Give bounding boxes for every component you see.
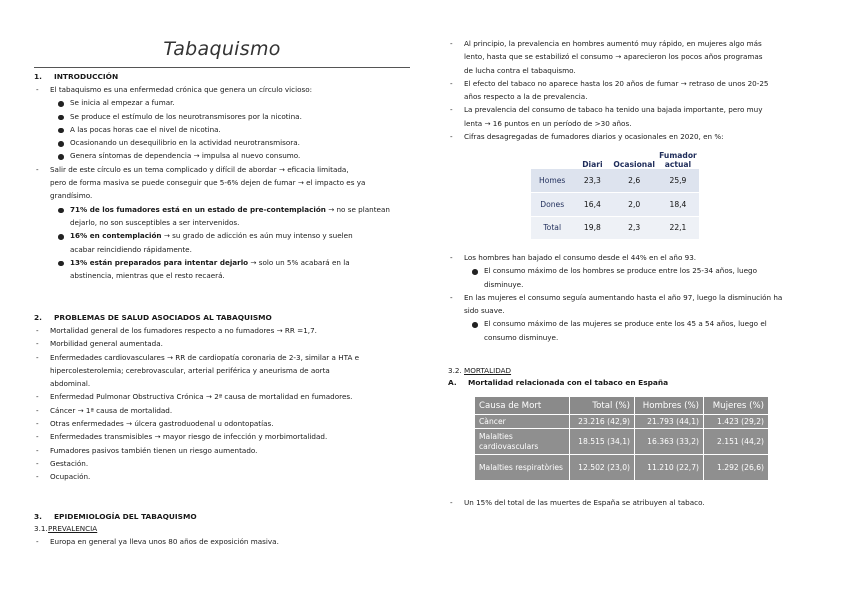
section-epidemiologia [34, 511, 410, 548]
circle-step: Se inicia al empezar a fumar. [34, 96, 410, 109]
list-item: - Enfermedad Pulmonar Obstructiva Crónica → 2ª causa de mortalidad en fumadores. [34, 390, 410, 403]
table-row [531, 193, 699, 217]
intro-list [34, 83, 410, 282]
stage-text: → su grado de adicción es aún muy intenso y suelen [161, 231, 353, 241]
list-item: - En las mujeres el consumo seguía aumentando hasta el año 97, luego la disminución ha [448, 291, 820, 304]
table-cell: 18,4 [657, 193, 699, 217]
table-header-row [475, 397, 768, 414]
table-header-cell: Hombres (%) [635, 397, 703, 414]
circle-step: Se produce el estímulo de los neurotransmisores por la nicotina. [34, 110, 410, 123]
text-line: - Salir de este círculo es un tema complicado y difícil de abordar → eficacia limitada, [50, 164, 349, 174]
stage-highlight: 13% están preparados para intentar dejarlo [70, 257, 249, 267]
list-item: - Los hombres han bajado el consumo desde el 44% en el año 93. [448, 251, 820, 264]
list-item: - Al principio, la prevalencia en hombres aumentó muy rápido, en mujeres algo más [448, 37, 820, 50]
table-header-cell: Fumador actual [659, 151, 697, 169]
table-header-cell: Total (%) [570, 397, 634, 414]
row-label: Malalties respiratòries [475, 455, 569, 480]
table-header-row [531, 151, 699, 169]
table-cell: 18.515 (34,1) [570, 429, 634, 454]
subsection-title: MORTALIDAD [464, 366, 512, 375]
list-item: - Fumadores pasivos también tienen un riesgo aumentado. [34, 444, 410, 457]
document-title: Tabaquismo [163, 38, 281, 60]
problemas-list [34, 324, 410, 484]
text-line: disminuye. [484, 279, 524, 289]
section-title: EPIDEMIOLOGÍA DEL TABAQUISMO [54, 512, 197, 521]
sub-item: El consumo máximo de las mujeres se produce ente los 45 a 54 años, luego el [448, 317, 820, 330]
section-problemas [34, 312, 410, 324]
list-item: - Europa en general ya lleva unos 80 años de exposición masiva. [34, 535, 410, 548]
stage-item [34, 229, 410, 242]
table-cell: 21.793 (44,1) [635, 415, 703, 428]
list-item: - El tabaquismo es una enfermedad crónica que genera un círculo vicioso: [34, 83, 410, 96]
text-line: de lucha contra el tabaquismo. [464, 65, 576, 75]
table-header-cell: Diari [582, 160, 603, 169]
section-title: PROBLEMAS DE SALUD ASOCIADOS AL TABAQUISMO [54, 313, 272, 322]
table-header-cell: Ocasional [613, 160, 655, 169]
subsection-title: PREVALENCIA [48, 524, 98, 533]
list-item: - Enfermedades cardiovasculares → RR de cardiopatía coronaria de 2-3, similar a HTA e [34, 351, 410, 364]
circle-step: A las pocas horas cae el nivel de nicotina. [34, 123, 410, 136]
list-item: - Enfermedades transmisibles → mayor riesgo de infección y morbimortalidad. [34, 430, 410, 443]
text-line: acabar reincidiendo rápidamente. [70, 244, 192, 254]
list-item: - La prevalencia del consumo de tabaco ha tenido una bajada importante, pero muy [448, 103, 820, 116]
table-cell: 25,9 [657, 169, 699, 193]
table-cell: 23.216 (42,9) [570, 415, 634, 428]
section-mortalidad [448, 365, 820, 389]
table-row [475, 429, 768, 454]
table-row [531, 216, 699, 240]
row-label: Dones [531, 193, 573, 217]
text-line: hipercolesterolemia; cerebrovascular, arterial periférica y aneurisma de aorta [50, 365, 330, 375]
list-item: - Cáncer → 1ª causa de mortalidad. [34, 404, 410, 417]
stage-text: → solo un 5% acabará en la [248, 257, 350, 267]
stage-item [34, 203, 410, 216]
sub-item: El consumo máximo de los hombres se produce entre los 25-34 años, luego [448, 264, 820, 277]
text-line: consumo disminuye. [484, 332, 559, 342]
title-divider [34, 67, 410, 68]
row-label: Homes [531, 169, 573, 193]
section-introduccion [34, 71, 410, 83]
final-list [448, 496, 820, 509]
list-item: - Cifras desagregadas de fumadores diarios y ocasionales en 2020, en %: [448, 130, 820, 143]
list-item: - Un 15% del total de las muertes de España se atribuyen al tabaco. [448, 496, 820, 509]
subsection-heading [448, 365, 820, 377]
text-line: años respecto a la de prevalencia. [464, 92, 588, 102]
section-number: 2. [34, 313, 42, 322]
trend-list [448, 251, 820, 344]
row-label: Total [531, 216, 573, 240]
stage-highlight: 71% de los fumadores está en un estado de pre-contemplación [70, 204, 326, 214]
table-cell: 2,6 [611, 169, 657, 193]
list-item: - Ocupación. [34, 470, 410, 483]
subsection-heading [448, 377, 820, 389]
list-item: - Otras enfermedades → úlcera gastroduodenal u odontopatías. [34, 417, 410, 430]
table-cell: 1.292 (26,6) [704, 455, 768, 480]
section-number: 1. [34, 72, 42, 81]
subsection-number: 3.1. [34, 524, 48, 533]
table-row [531, 169, 699, 193]
subsection-heading [34, 523, 410, 535]
row-label: Càncer [475, 415, 569, 428]
subsection-letter: A. [448, 378, 457, 387]
table-cell: 2,3 [611, 216, 657, 240]
table-header-cell: Mujeres (%) [704, 397, 768, 414]
table-header-cell: Causa de Mort [475, 397, 569, 414]
subsection-title: Mortalidad relacionada con el tabaco en España [468, 378, 669, 387]
text-line: abstinencia, mientras que el resto recaerá. [70, 271, 225, 281]
list-item: - Morbilidad general aumentada. [34, 337, 410, 350]
stage-highlight: 16% en contemplación [70, 231, 162, 241]
smokers-table [531, 151, 699, 240]
row-label: Malalties cardiovasculars [475, 429, 569, 454]
stage-text: → no se plantean [325, 204, 390, 214]
table-cell: 2.151 (44,2) [704, 429, 768, 454]
table-cell: 16,4 [573, 193, 611, 217]
list-item: - Mortalidad general de los fumadores respecto a no fumadores → RR =1,7. [34, 324, 410, 337]
text-line: abdominal. [50, 379, 91, 389]
table-cell: 2,0 [611, 193, 657, 217]
table-cell: 12.502 (23,0) [570, 455, 634, 480]
table-cell: 1.423 (29,2) [704, 415, 768, 428]
subsection-number: 3.2. [448, 366, 462, 375]
text-line: lenta → 16 puntos en un período de >30 años. [464, 118, 632, 128]
table-cell: 22,1 [657, 216, 699, 240]
list-item [34, 163, 410, 176]
table-cell: 23,3 [573, 169, 611, 193]
list-item: - Gestación. [34, 457, 410, 470]
table-header-cell [531, 151, 573, 169]
list-item: - El efecto del tabaco no aparece hasta los 20 años de fumar → retraso de unos 20-25 [448, 77, 820, 90]
text-line: grandísimo. [50, 191, 93, 201]
circle-step: Ocasionando un desequilibrio en la actividad neurotransmisora. [34, 136, 410, 149]
mortality-table [474, 396, 769, 481]
text-line: pero de forma masiva se puede conseguir que 5-6% dejen de fumar → el impacto es ya [50, 178, 366, 188]
section-heading [34, 511, 410, 523]
circle-step: Genera síntomas de dependencia → impulsa al nuevo consumo. [34, 149, 410, 162]
table-cell: 16.363 (33,2) [635, 429, 703, 454]
section-title: INTRODUCCIÓN [54, 72, 119, 81]
table-row [475, 455, 768, 480]
table-cell: 19,8 [573, 216, 611, 240]
prevalencia-list [448, 37, 820, 143]
stage-item [34, 256, 410, 269]
section-heading [34, 71, 410, 83]
text-line: dejarlo, no son susceptibles a ser intervenidos. [70, 217, 240, 227]
text-line: sido suave. [464, 306, 505, 316]
section-heading [34, 312, 410, 324]
table-row [475, 415, 768, 428]
text-line: lento, hasta que se estabilizó el consumo → aparecieron los pocos años programas [464, 52, 763, 62]
section-number: 3. [34, 512, 42, 521]
table-cell: 11.210 (22,7) [635, 455, 703, 480]
